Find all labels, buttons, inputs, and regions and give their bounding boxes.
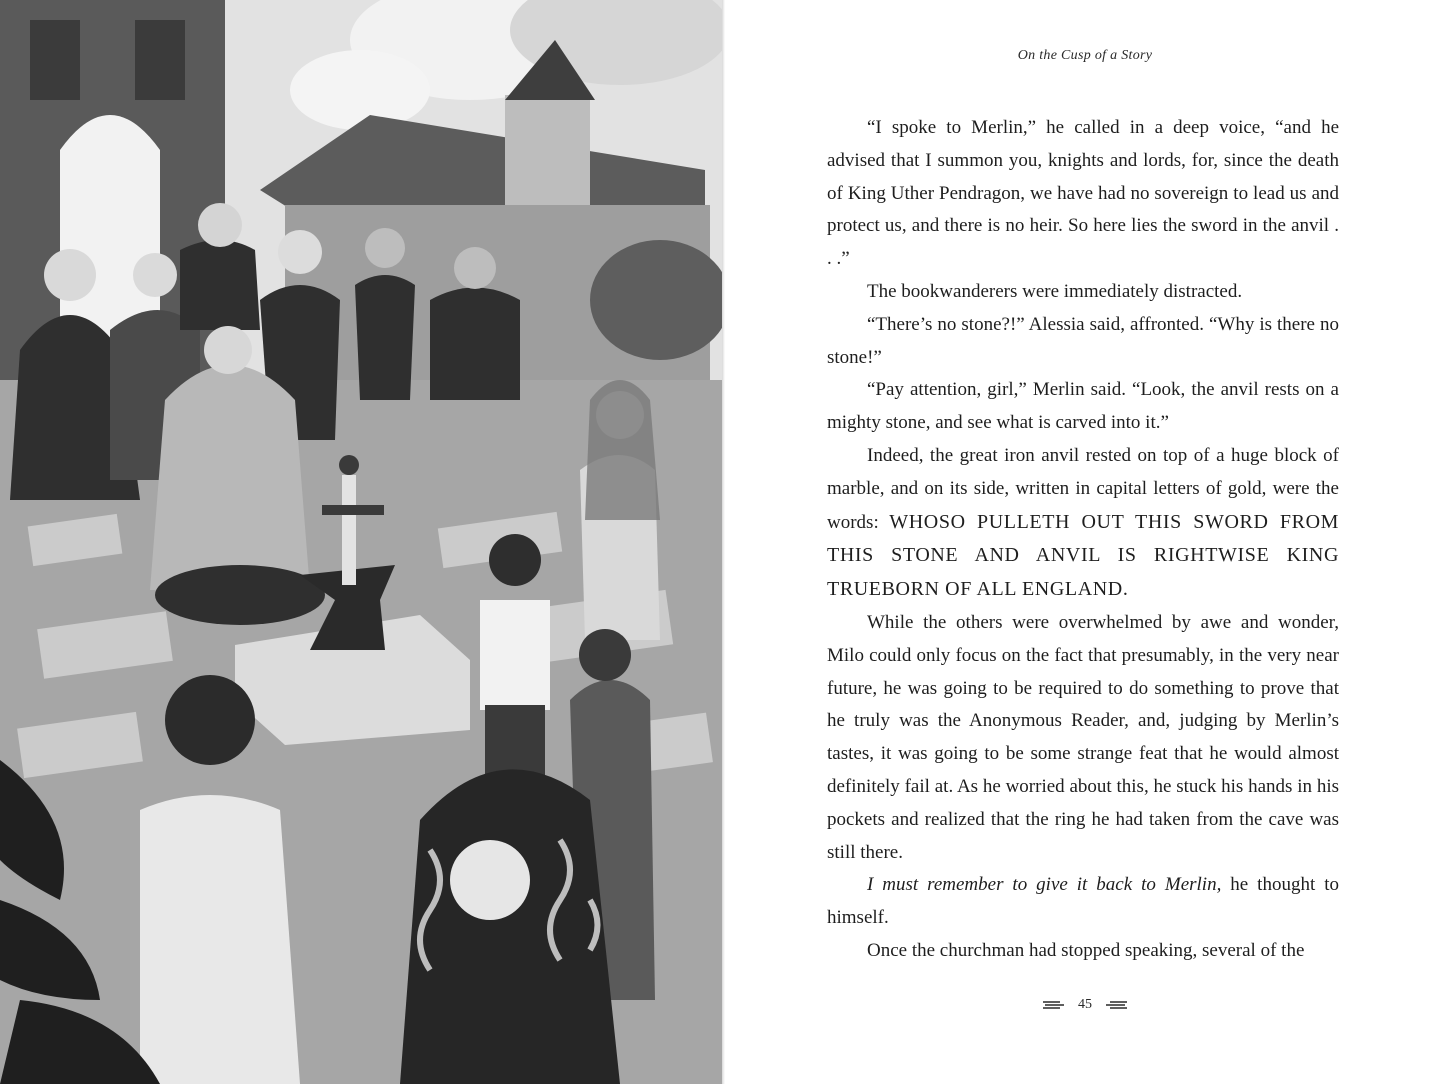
paragraph: [827, 935, 1339, 968]
paragraph: [827, 112, 1339, 276]
paragraph: [827, 276, 1339, 309]
paragraph-text: Indeed, the great iron anvil rested on top of a huge block of marble, and on its side, written in capital letters of gold, were the words:: [827, 444, 1339, 533]
paragraph: [827, 869, 1339, 935]
italic-thought: I must remember to give it back to Merlin,: [867, 874, 1222, 896]
fleuron-icon: [1104, 999, 1128, 1011]
text-page: [725, 0, 1445, 1084]
paragraph: [827, 607, 1339, 869]
paragraph-text: “There’s no stone?!” Alessia said, affronted. “Why is there no stone!”: [827, 313, 1339, 368]
illustration-page: [0, 0, 722, 1084]
paragraph-text: While the others were overwhelmed by awe and wonder, Milo could only focus on the fact that presumably, in the very near future, he was going to be required to do something to prove that he truly was the Anonymous Reader, and, judging by Merlin’s tastes, it was going to be some strange feat that he would almost definitely fail at. As he worried about this, he stuck his hands in his pockets and realized that the ring he had taken from the cave was still there.: [827, 611, 1339, 863]
body-text: [827, 112, 1339, 968]
page-number: 45: [1078, 997, 1092, 1012]
paragraph: [827, 374, 1339, 440]
paragraph: [827, 309, 1339, 375]
folio: [725, 997, 1445, 1013]
paragraph-text: he thought to himself.: [827, 874, 1339, 929]
fleuron-icon: [1042, 999, 1066, 1011]
paragraph: [827, 440, 1339, 607]
illustration-artwork: [0, 0, 722, 1084]
paragraph-text: “Pay attention, girl,” Merlin said. “Look, the anvil rests on a mighty stone, and see what is carved into it.”: [827, 379, 1339, 434]
inscription-text: WHOSO PULLETH OUT THIS SWORD FROM THIS STONE AND ANVIL IS RIGHTWISE KING TRUEBORN OF ALL ENGLAND.: [827, 510, 1339, 601]
paragraph-text: The bookwanderers were immediately distracted.: [867, 280, 1243, 302]
paragraph-text: “I spoke to Merlin,” he called in a deep voice, “and he advised that I summon you, knights and lords, for, since the death of King Uther Pendragon, we have had no sovereign to lead us and protect us, and there is no heir. So here lies the sword in the anvil . . .”: [827, 117, 1339, 270]
paragraph-text: Once the churchman had stopped speaking, several of the: [867, 939, 1305, 961]
running-head: On the Cusp of a Story: [1017, 48, 1153, 63]
